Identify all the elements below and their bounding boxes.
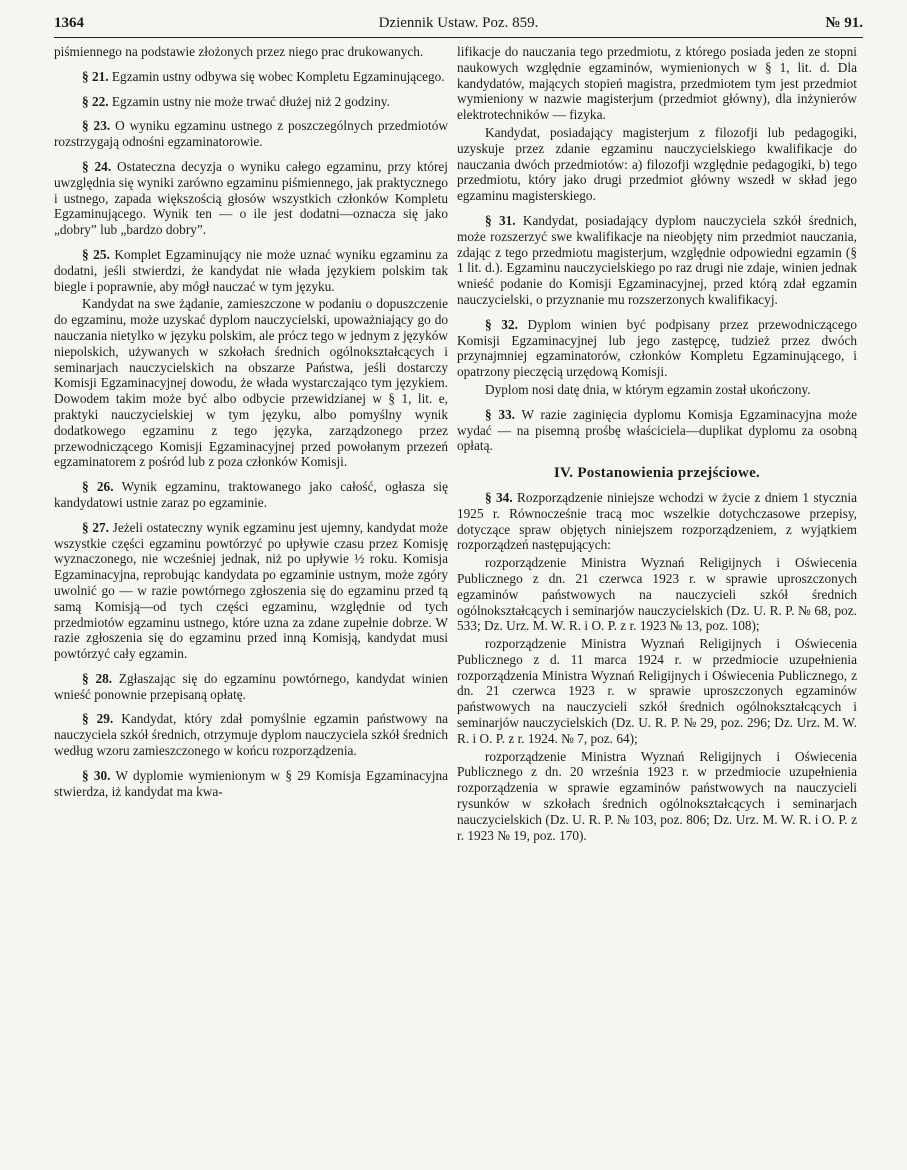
section-text: Jeżeli ostateczny wynik egzaminu jest ujemny, kandydat może wszystkie części egzaminu powtórzyć po upływie czasu przez Komisję wyznaczonego, nie wcześniej jednak, niż po upływie ½ roku. Komisja Egzaminacyjna, reprobując kandydata po egzaminie ustnym, może zgóry uwolnić go — w razie powtórnego zgłoszenia się do egzaminu przed tą samą Komisją—od tych części egzaminu, względnie od tych przedmiotów egzaminu ustnego, które uzna za zdane zupełnie dobrze. W razie zgłoszenia się do egzaminu przed inną Komisją, kandydat musi powtórzyć cały egzamin.	[54, 519, 448, 662]
section-number: § 25.	[82, 246, 110, 262]
section-number: § 29.	[82, 711, 114, 727]
section-25-paragraph-2: Kandydat na swe żądanie, zamieszczone w podaniu o dopuszczenie do egzaminu, może uzyskać dyplom nauczycielski, upoważniający go do nauczania nietylko w języku polskim, ale prócz tego w jednym z języków niepolskich, używanych w szkołach średnich ogólnokształcących i seminarjach nauczycielskich na obszarze Państwa, jeśli dostarczy Komisji Egzaminacyjnej dowodu, że włada wystarczająco tym językiem. Dowodem takim może być albo odbycie przewidzianej w § 1, lit. e, praktyki nauczycielskiej w tym języku, albo pomyślny wynik dodatkowego egzaminu z tego języka, zarządzonego przez przewodniczącego Komisji Egzaminacyjnej przed powołanym przezeń egzaminatorem z pośród lub z poza członków Komisji.	[54, 296, 448, 470]
section-text: Kandydat, posiadający dyplom nauczyciela szkół średnich, może rozszerzyć swe kwalifikacje na nieobjęty nim przedmiot nauczania, zdając z tego przedmiotu magisterjum, względnie odpowiedni egzamin (§ 1 lit. d.). Egzaminu nauczycielskiego po raz drugi nie zdaje, winien jednak wnieść podanie do Komisji Egzaminacyjnej, przed którą zdał egzamin nauczycielski, o przyznanie mu rozszerzonych kwalifikacyj.	[457, 212, 857, 307]
section-26	[54, 479, 448, 511]
section-28	[54, 671, 448, 703]
section-text: Egzamin ustny nie może trwać dłużej niż 2 godziny.	[111, 93, 390, 109]
section-22	[54, 94, 448, 110]
section-number: § 28.	[82, 670, 113, 686]
issue-number: № 91.	[825, 15, 863, 31]
section-number: § 31.	[485, 212, 516, 228]
section-32-paragraph-2: Dyplom nosi datę dnia, w którym egzamin został ukończony.	[485, 381, 811, 397]
right-column	[457, 44, 857, 1162]
section-number: § 21.	[82, 68, 109, 84]
paragraph-continued: piśmiennego na podstawie złożonych przez niego prac drukowanych.	[54, 44, 424, 59]
regulation-item: rozporządzenie Ministra Wyznań Religijnych i Oświecenia Publicznego z d. 11 marca 1924 r. w przedmiocie uzupełnienia rozporządzenia Ministra Wyznań Religijnych i Oświecenia Publicznego, z dn. 21 czerwca 1923 r. w sprawie uproszczonych egzaminów państwowych na nauczycieli szkół średnich ogólnokształcących i seminarjów nauczycielskich (Dz. U. R. P. № 29, poz. 296; Dz. Urz. M. W. R. i O. P. z r. 1924. № 7, poz. 64);	[457, 636, 857, 746]
section-text: W razie zaginięcia dyplomu Komisja Egzaminacyjna może wydać — na pisemną prośbę właściciela—duplikat dyplomu za osobną opłatą.	[457, 406, 857, 454]
section-number: § 32.	[485, 316, 518, 332]
section-30-paragraph-2: Kandydat, posiadający magisterjum z filozofji lub pedagogiki, uzyskuje przez zdanie egzaminu nauczycielskiego kwalifikacje do nauczania dwóch przedmiotów: a) filozofji względnie pedagogiki, b) tego przedmiotu, który jako drugi przedmiot główny wszedł w skład jego egzaminu magisterskiego.	[457, 124, 857, 204]
section-number: § 30.	[82, 767, 111, 783]
section-number: § 26.	[82, 479, 114, 495]
section-text: Kandydat, który zdał pomyślnie egzamin państwowy na nauczyciela szkół średnich, otrzymuje dyplom nauczyciela szkół średnich według wzoru zamieszczonego w końcu rozporządzenia.	[54, 711, 448, 759]
journal-title: Dziennik Ustaw. Poz. 859.	[378, 15, 539, 31]
left-column	[54, 44, 448, 1162]
section-number: § 27.	[82, 519, 109, 535]
section-number: § 34.	[485, 489, 513, 505]
chapter-heading: IV. Postanowienia przejściowe.	[553, 465, 761, 482]
section-number: § 22.	[82, 93, 109, 109]
section-number: § 23.	[82, 118, 111, 134]
section-21	[54, 69, 448, 85]
section-27	[54, 520, 448, 662]
section-34	[457, 490, 857, 553]
section-24	[54, 159, 448, 238]
header-rule	[54, 37, 863, 38]
section-text: Komplet Egzaminujący nie może uznać wyniku egzaminu za dodatni, jeśli stwierdzi, że kandydat nie włada językiem polskim tak biegle i poprawnie, aby mógł nauczać w tym języku.	[54, 246, 448, 294]
section-29	[54, 711, 448, 758]
page-number: 1364	[54, 15, 84, 31]
section-text: Ostateczna decyzja o wyniku całego egzaminu, przy której uwzględnia się wyniki zarówno egzaminu piśmiennego, jak praktycznego i ustnego, zapada większością głosów wszystkich członków Kompletu Egzaminującego. Wynik ten — o ile jest dodatni—oznacza się jako „dobry” lub „bardzo dobry”.	[54, 158, 448, 238]
section-number: § 33.	[485, 406, 515, 422]
section-text: W dyplomie wymienionym w § 29 Komisja Egzaminacyjna stwierdza, iż kandydat ma kwa-	[54, 767, 448, 799]
section-text: Rozporządzenie niniejsze wchodzi w życie z dniem 1 stycznia 1925 r. Równocześnie tracą moc wszelkie dotychczasowe przepisy, dotyczące spraw objętych niniejszem rozporządzeniem, z wyjątkiem rozporządzeń następujących:	[457, 489, 857, 553]
section-text: Wynik egzaminu, traktowanego jako całość, ogłasza się kandydatowi ustnie zaraz po egzaminie.	[54, 479, 448, 510]
section-25	[54, 247, 448, 294]
section-text: Dyplom winien być podpisany przez przewodniczącego Komisji Egzaminacyjnej lub jego zastępcę, tudzież przez dwóch przynajmniej egzaminatorów, członków Kompletu Egzaminującego, i opatrzony pieczęcią urzędową Komisji.	[457, 316, 857, 380]
section-33	[457, 407, 857, 454]
section-text: O wyniku egzaminu ustnego z poszczególnych przedmiotów rozstrzygają odnośni egzaminatorowie.	[54, 118, 448, 150]
section-text: Egzamin ustny odbywa się wobec Kompletu Egzaminującego.	[111, 68, 445, 84]
regulation-item: rozporządzenie Ministra Wyznań Religijnych i Oświecenia Publicznego z dn. 21 czerwca 1923 r. w sprawie uproszczonych egzaminów państwowych na nauczycieli szkół średnich ogólnokształcących i seminarjów nauczycielskich (Dz. U. R. P. № 68, poz. 533; Dz. Urz. M. W. R. i O. P. z r. 1923 № 13, poz. 108);	[457, 555, 857, 634]
regulation-item: rozporządzenie Ministra Wyznań Religijnych i Oświecenia Publicznego z dn. 20 września 1923 r. w przedmiocie uzupełnienia rozporządzenia w sprawie egzaminów państwowych na nauczycieli rysunków w szkołach średnich ogólnokształcących i seminarjach nauczycielskich (Dz. U. R. P. № 103, poz. 806; Dz. Urz. M. W. R. i O. P. z r. 1923 № 19, poz. 170).	[457, 748, 857, 843]
section-23	[54, 118, 448, 150]
section-30-continued: lifikacje do nauczania tego przedmiotu, z którego posiada jeden ze stopni naukowych względnie egzaminów, wymienionych w § 1, lit. d. Dla kandydatów, mających stopień magistra, przedmiotem tym jest przedmiot wymieniony w nazwie magisterjum (przedmiot główny), dla inżynierów elektrotechników — fizyka.	[457, 44, 857, 123]
section-number: § 24.	[82, 158, 112, 174]
section-32	[457, 317, 857, 380]
page-header	[54, 10, 863, 36]
section-text: Zgłaszając się do egzaminu powtórnego, kandydat winien wnieść ponownie przepisaną opłatę.	[54, 670, 448, 702]
section-31	[457, 213, 857, 308]
section-30	[54, 768, 448, 800]
